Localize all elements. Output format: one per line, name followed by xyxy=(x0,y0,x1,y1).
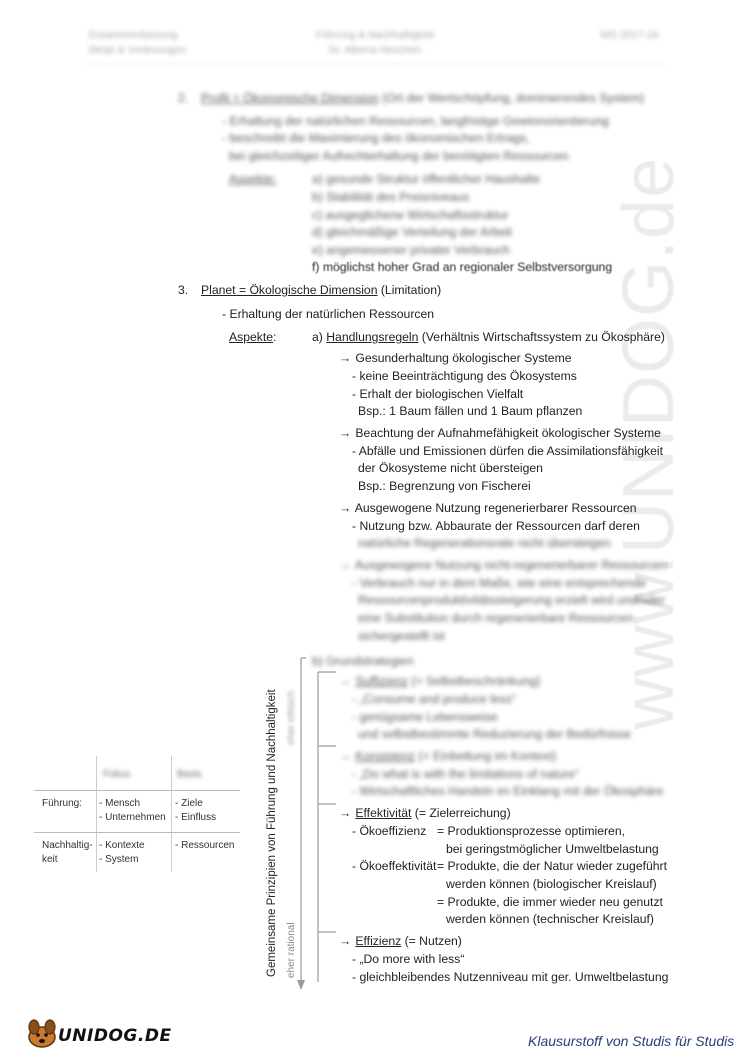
header-center xyxy=(310,28,440,58)
section3-title-suffix: (Limitation) xyxy=(377,283,442,297)
table-row-nachhaltigkeit-basis-1: - Ressourcen xyxy=(175,840,235,851)
header-right: WS 2017-18 xyxy=(600,29,659,41)
section2-aspekt-b: b) Stabilität des Preisniveaus xyxy=(312,190,470,204)
effizienz-head xyxy=(339,932,462,950)
table-row-fuehrung-label: Führung: xyxy=(42,798,83,809)
rule-4-line-3: eine Substitution durch regenerierbare Ressourcen xyxy=(358,611,634,625)
oekoeffizienz-line-1: = Produktionsprozesse optimieren, xyxy=(437,824,625,838)
arrow-right-icon: → xyxy=(339,749,352,763)
section2-title-suffix: (Ort der Wertschöpfung, dominierendes System) xyxy=(378,91,645,105)
table-row-fuehrung-fokus-2: - Unternehmen xyxy=(99,812,166,823)
section2-number: 2. xyxy=(178,91,189,105)
section2-aspekt-a: a) gesunde Struktur öffentlicher Haushalte xyxy=(312,172,541,186)
handlungsregeln-prefix: a) xyxy=(312,330,327,344)
footer-slogan: Klausurstoff von Studis für Studis xyxy=(528,1033,735,1049)
arrow-down-icon xyxy=(297,980,305,990)
watermark: www.UNIDOG.de xyxy=(609,156,689,730)
rule-2-line-3: Bsp.: Begrenzung von Fischerei xyxy=(358,479,531,493)
footer-logo-text: UNIDOG.DE xyxy=(58,1026,172,1046)
section3-bullet: - Erhaltung der natürlichen Ressourcen xyxy=(222,307,435,321)
table-divider-middle xyxy=(34,832,240,833)
rule-3-line-2: natürliche Regenerationsrate nicht übersteigen xyxy=(358,536,611,550)
oekoeffektivitaet-line-1: = Produkte, die der Natur wieder zugeführt xyxy=(437,859,667,873)
suffizienz-line-2: - genügsame Lebensweise xyxy=(352,710,498,724)
table-col-basis: Basis xyxy=(177,769,202,780)
suffizienz-suffix: (= Selbstbeschränkung) xyxy=(408,674,541,688)
konsistenz-line-1: - „Do what is with the limitations of nature“ xyxy=(352,767,579,781)
rule-4-line-4: sichergestellt ist xyxy=(358,629,445,643)
handlungsregeln-suffix: (Verhältnis Wirtschaftssystem zu Ökosphäre) xyxy=(418,330,665,344)
oekoeffizienz-line-2: bei geringstmöglicher Umweltbelastung xyxy=(446,842,659,856)
rule-2-head xyxy=(339,424,661,442)
section2-aspekt-f: f) möglichst hoher Grad an regionaler Selbstversorgung xyxy=(312,260,613,274)
rule-4-head xyxy=(339,556,666,574)
table-vline-1 xyxy=(96,756,97,872)
footer-logo xyxy=(22,1015,172,1051)
rule-1-line-1: - keine Beeinträchtigung des Ökosystems xyxy=(352,369,577,383)
handlungsregeln-title: Handlungsregeln xyxy=(326,330,419,344)
table-row-fuehrung-basis-2: - Einfluss xyxy=(175,812,217,823)
rule-3-head xyxy=(339,499,637,517)
header-left-line2: Skript & Vorlesungen xyxy=(88,44,187,56)
oekoeffizienz-label: - Ökoeffizienz xyxy=(352,824,427,838)
header-center-line2: Dr. Albena Neschen xyxy=(328,44,422,56)
rule-4-line-1: - Verbrauch nur in dem Maße, wie eine entsprechende xyxy=(352,576,647,590)
section3-aspekte xyxy=(229,328,276,346)
arrow-right-icon: → xyxy=(339,351,352,365)
arrow-right-icon: → xyxy=(339,674,352,688)
rule-1-head xyxy=(339,349,572,367)
arrow-right-icon: → xyxy=(339,426,352,440)
rule-2-line-1: - Abfälle und Emissionen dürfen die Assimilationsfähigkeit xyxy=(352,444,663,458)
section2-aspekt-d: d) gleichmäßige Verteilung der Arbeit xyxy=(312,225,512,239)
header-left xyxy=(88,28,186,58)
eher-ethisch-label: eher ethisch xyxy=(286,690,297,745)
konsistenz-suffix: (= Einbettung im Kontext) xyxy=(415,749,557,763)
rule-3-line-1: - Nutzung bzw. Abbaurate der Ressourcen darf deren xyxy=(352,519,640,533)
strategy-bracket xyxy=(290,650,350,995)
section2-bullet-1: - Erhaltung der natürlichen Ressourcen, langfristige Gewinnorientierung xyxy=(222,114,609,128)
oekoeffektivitaet-line-4: werden können (technischer Kreislauf) xyxy=(446,912,654,926)
header-left-line1: Zusammenfassung xyxy=(88,29,178,41)
section3-aspekte-colon: : xyxy=(273,330,277,344)
rule-1-line-2: - Erhalt der biologischen Vielfalt xyxy=(352,387,524,401)
rule-2-line-2: der Ökosysteme nicht übersteigen xyxy=(358,461,543,475)
effektivitaet-title: Effektivität xyxy=(355,806,412,820)
konsistenz-title: Konsistenz xyxy=(355,749,416,763)
table-row-nachhaltigkeit-fokus-2: - System xyxy=(99,854,139,865)
suffizienz-line-1: - „Consume and produce less“ xyxy=(352,692,516,706)
section2-bullet-3: bei gleichzeitiger Aufrechterhaltung der benötigten Ressourcen xyxy=(229,149,569,163)
section2-bullet-2: - beschreibt die Maximierung des ökonomischen Ertrags, xyxy=(222,131,530,145)
table-vline-2 xyxy=(171,756,172,872)
eher-rational-label: eher rational xyxy=(286,922,297,978)
table-row-fuehrung-fokus-1: - Mensch xyxy=(99,798,141,809)
section3-number: 3. xyxy=(178,283,189,297)
table-row-nachhaltigkeit-fokus-1: - Kontexte xyxy=(99,840,145,851)
effizienz-title: Effizienz xyxy=(355,934,402,948)
section2-title: Profit = Ökonomische Dimension xyxy=(201,91,379,105)
handlungsregeln-heading xyxy=(312,328,665,346)
arrow-right-icon: → xyxy=(339,558,352,572)
arrow-right-icon: → xyxy=(339,934,352,948)
oekoeffektivitaet-line-2: werden können (biologischer Kreislauf) xyxy=(446,877,657,891)
grundstrategien-heading: b) Grundstrategien xyxy=(312,654,414,668)
effektivitaet-head xyxy=(339,804,511,822)
section3-title: Planet = Ökologische Dimension xyxy=(201,283,378,297)
rule-3-title: Ausgewogene Nutzung regenerierbarer Ressourcen xyxy=(354,501,637,515)
section3-heading xyxy=(201,281,441,299)
dog-logo-icon xyxy=(22,1015,62,1051)
effizienz-suffix: (= Nutzen) xyxy=(401,934,462,948)
arrow-right-icon: → xyxy=(339,806,352,820)
effizienz-line-2: - gleichbleibendes Nutzenniveau mit ger. Umweltbelastung xyxy=(352,970,669,984)
effizienz-line-1: - „Do more with less“ xyxy=(352,952,465,966)
arrow-right-icon: → xyxy=(339,501,352,515)
oekoeffektivitaet-line-3: = Produkte, die immer wieder neu genutzt xyxy=(437,895,663,909)
rule-4-line-2: Ressourcenproduktivitätssteigerung erzielt wird und/oder xyxy=(358,593,665,607)
konsistenz-line-2: - Wirtschaftliches Handeln im Einklang mit der Ökosphäre xyxy=(352,784,664,798)
header-divider xyxy=(88,64,664,65)
suffizienz-title: Suffizienz xyxy=(355,674,409,688)
table-row-nachhaltigkeit-label-1: Nachhaltig- xyxy=(42,840,93,851)
section2-heading xyxy=(201,89,644,107)
table-col-fokus: Fokus xyxy=(103,769,131,780)
rule-2-title: Beachtung der Aufnahmefähigkeit ökologischer Systeme xyxy=(355,426,661,440)
effektivitaet-suffix: (= Zielerreichung) xyxy=(411,806,511,820)
table-row-nachhaltigkeit-label-2: keit xyxy=(42,854,58,865)
vertical-principles-label: Gemeinsame Prinzipien von Führung und Nachhaltigkeit xyxy=(266,689,278,977)
konsistenz-head xyxy=(339,747,556,765)
oekoeffektivitaet-label: - Ökoeffektivität xyxy=(352,859,437,873)
rule-1-line-3: Bsp.: 1 Baum fällen und 1 Baum pflanzen xyxy=(358,404,583,418)
suffizienz-line-3: und selbstbestimmte Reduzierung der Bedürfnisse xyxy=(358,727,632,741)
section2-aspekte-label: Aspekte: xyxy=(229,172,277,186)
table-row-fuehrung-basis-1: - Ziele xyxy=(175,798,203,809)
suffizienz-head xyxy=(339,672,540,690)
section3-aspekte-label: Aspekte xyxy=(229,330,274,344)
header-center-line1: Führung & Nachhaltigkeit xyxy=(316,29,434,41)
section2-aspekt-e: e) angemessener privater Verbrauch xyxy=(312,243,510,257)
rule-4-title: Ausgewogene Nutzung nicht-regenerierbarer Ressourcen xyxy=(354,558,667,572)
section2-aspekt-c: c) ausgeglichene Wirtschaftsstruktur xyxy=(312,208,509,222)
rule-1-title: Gesunderhaltung ökologischer Systeme xyxy=(355,351,572,365)
table-divider-top xyxy=(34,790,240,791)
